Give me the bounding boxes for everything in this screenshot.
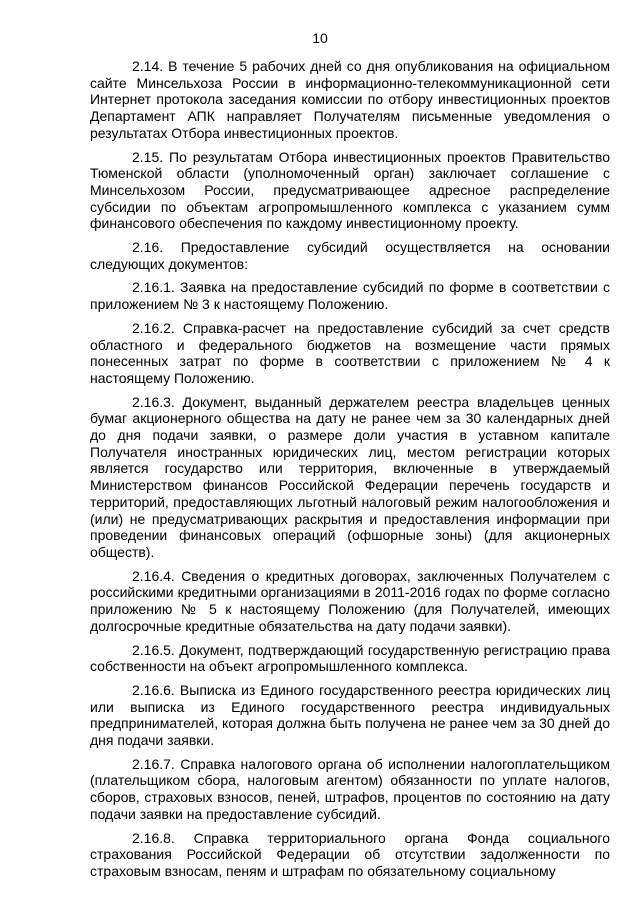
paragraph-2-16-2: 2.16.2. Справка-расчет на предоставление субсидий за счет средств областного и федерального бюджетов на возмещение части прямых понесенных затрат по форме в соответствии с приложением № 4 к настоящему Положению. — [90, 319, 610, 386]
paragraph-2-16: 2.16. Предоставление субсидий осуществляется на основании следующих документов: — [90, 239, 610, 272]
paragraph-2-14: 2.14. В течение 5 рабочих дней со дня опубликования на официальном сайте Минсельхоза России в информационно-телекоммуникационной сети Интернет протокола заседания комиссии по отбору инвестиционных проектов Департамент АПК направляет Получателям письменные уведомления о результатах Отбора инвестиционных проектов. — [90, 58, 610, 141]
paragraph-2-16-1: 2.16.1. Заявка на предоставление субсидий по форме в соответствии с приложением № 3 к настоящему Положению. — [90, 279, 610, 313]
paragraph-2-16-8: 2.16.8. Справка территориального органа Фонда социального страхования Российской Федерации об отсутствии задолженности по страховым взносам, пеням и штрафам по обязательному социальному — [90, 829, 610, 879]
page-number: 10 — [312, 30, 328, 46]
paragraph-2-15: 2.15. По результатам Отбора инвестиционных проектов Правительство Тюменской области (уполномоченный орган) заключает соглашение с Минсельхозом России, предусматривающее адресное распределение субсидии по объектам агропромышленного комплекса с указанием сумм финансового обеспечения по каждому инвестиционному проекту. — [90, 148, 610, 232]
paragraph-2-16-5: 2.16.5. Документ, подтверждающий государственную регистрацию права собственности на объект агропромышленного комплекса. — [90, 641, 610, 675]
document-body — [90, 58, 610, 880]
paragraph-2-16-6: 2.16.6. Выписка из Единого государственного реестра юридических лиц или выписка из Единого государственного реестра индивидуальных предпринимателей, которая должна быть получена не ранее чем за 30 дней до дня подачи заявки. — [90, 681, 610, 749]
paragraph-2-16-4: 2.16.4. Сведения о кредитных договорах, заключенных Получателем с российскими кредитными организациями в 2011-2016 годах по форме согласно приложению № 5 к настоящему Положению (для Получателей, имеющих долгосрочные кредитные обязательства на дату подачи заявки). — [90, 567, 610, 634]
paragraph-2-16-7: 2.16.7. Справка налогового органа об исполнении налогоплательщиком (плательщиком сбора, налоговым агентом) обязанности по уплате налогов, сборов, страховых взносов, пеней, штрафов, процентов по состоянию на дату подачи заявки на предоставление субсидий. — [90, 755, 610, 822]
paragraph-2-16-3: 2.16.3. Документ, выданный держателем реестра владельцев ценных бумаг акционерного общества на дату не ранее чем за 30 календарных дней до дня подачи заявки, о размере доли участия в уставном капитале Получателя иностранных юридических лиц, местом регистрации которых является государство или территория, включенные в утверждаемый Министерством финансов Российской Федерации перечень государств и территорий, предоставляющих льготный налоговый режим налогообложения и (или) не предусматривающих раскрытия и предоставления информации при проведении финансовых операций (офшорные зоны) (для акционерных обществ). — [90, 393, 610, 560]
